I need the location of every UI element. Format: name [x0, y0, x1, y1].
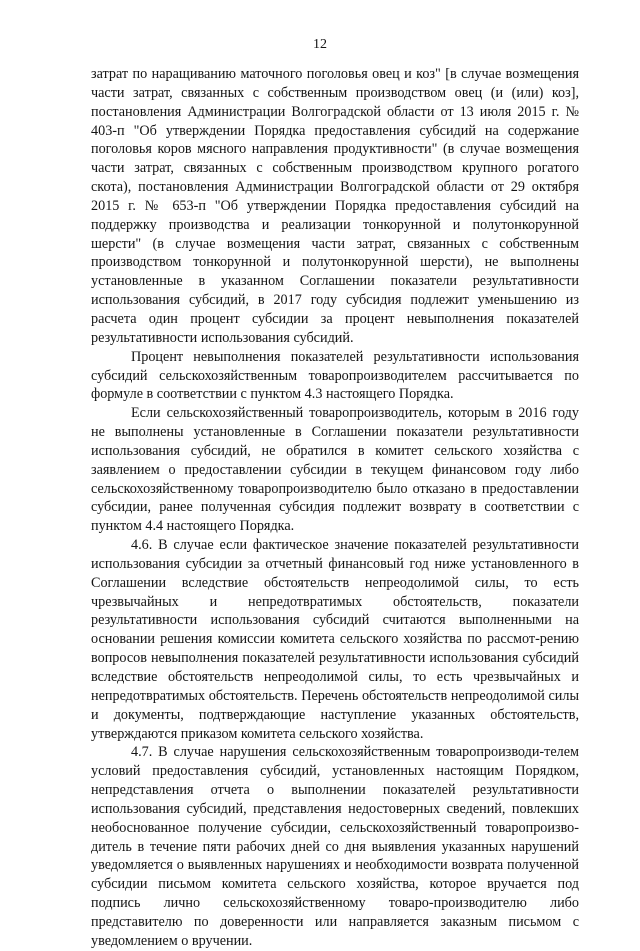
paragraph-clause-4-6: 4.6. В случае если фактическое значение показателей результативности использования субсидии за отчетный финансовый год ниже установленного в Соглашении вследствие обстоятельств непреодолимой силы, то есть чрезвычайных и непредотвратимых обстоятельств, показатели результативности использования субсидий считаются выполненными на основании решения комиссии комитета сельского хозяйства по рассмот-рению вопросов невыполнения показателей результативности использования субсидий вследствие обстоятельств непреодолимой силы, то есть чрезвычайных и непредотвратимых обстоятельств. Перечень обстоятельств непреодолимой силы и документы, подтверждающие наступление указанных обстоятельств, утверждаются приказом комитета сельского хозяйства.: [91, 537, 579, 742]
paragraph-subsidy-return: Если сельскохозяйственный товаропроизводитель, которым в 2016 году не выполнены установленные в Соглашении показатели результативности использования субсидий, не обратился в комитет сельского хозяйства с заявлением о предоставлении субсидии в текущем финансовом году либо сельскохозяйственному товаропроизводителю было отказано в предоставлении субсидии, ранее полученная субсидия подлежит возврату в соответствии с пунктом 4.4 настоящего Порядка.: [91, 405, 579, 535]
paragraph-clause-4-7: 4.7. В случае нарушения сельскохозяйственным товаропроизводи-телем условий предоставления субсидий, установленных настоящим Порядком, непредставления отчета о выполнении показателей результативности использования субсидий, представления недостоверных сведений, повлекших необоснованное получение субсидии, сельскохозяйственный товаропроизво-дитель в течение пяти рабочих дней со дня выявления указанных нарушений уведомляется о выявленных нарушениях и необходимости возврата полученной субсидии письмом комитета сельского хозяйства, которое вручается под подпись лично сельскохозяйственному товаро-производителю либо представителю по доверенности или направляется заказным письмом с уведомлением о вручении.: [91, 744, 579, 949]
page-number: 12: [313, 37, 327, 52]
paragraph-continuation: затрат по наращиванию маточного поголовья овец и коз" [в случае возмещения части затрат, связанных с собственным производством овец (и (или) коз], постановления Администрации Волгоградской области от 13 июля 2015 г. № 403-п "Об утверждении Порядка предоставления субсидий на содержание поголовья коров мясного направления продуктивности" (в случае возмещения части затрат, связанных с собственным производством крупного рогатого скота), постановления Администрации Волгоградской области от 29 октября 2015 г. № 653-п "Об утверждении Порядка предоставления субсидий на поддержку производства и реализации тонкорунной и полутонкорунной шерсти" (в случае возмещения части затрат, связанных с собственным производством тонкорунной и полутонкорунной шерсти), не выполнены установленные в указанном Соглашении показатели результативности использования субсидий, в 2017 году субсидия подлежит уменьшению из расчета один процент субсидии за процент невыполнения показателей результативности использования субсидий.: [91, 66, 579, 346]
document-body: [91, 65, 579, 951]
paragraph-percent-calculation: Процент невыполнения показателей результативности использования субсидий сельскохозяйственным товаропроизводителем рассчитывается по формуле в соответствии с пунктом 4.3 настоящего Порядка.: [91, 348, 579, 403]
